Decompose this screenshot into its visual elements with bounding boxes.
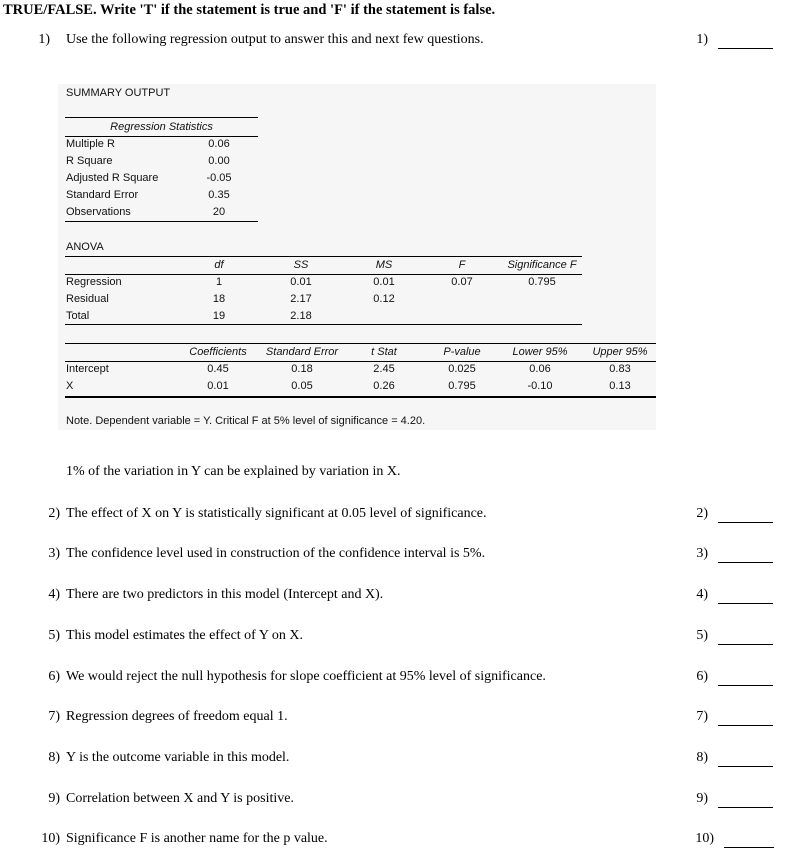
question-text: There are two predictors in this model (Intercept and X). [66, 587, 384, 602]
anova-row-label: Total [66, 310, 90, 322]
coef-header-rule [65, 361, 656, 362]
coef-bottom-rule [65, 396, 656, 398]
regstat-label: Observations [66, 206, 131, 218]
question-number: 4) [48, 587, 60, 602]
regstat-value: 0.06 [208, 138, 230, 150]
question-1-number: 1) [38, 32, 50, 47]
coef-cell-t-stat: 0.26 [373, 380, 395, 392]
regstats-bottom-rule [65, 221, 258, 222]
regstat-value: 0.00 [208, 155, 230, 167]
answer-blank[interactable] [718, 644, 773, 645]
anova-row-label: Residual [66, 293, 109, 305]
answer-blank[interactable] [724, 847, 774, 848]
question-number: 7) [48, 709, 60, 724]
regstat-value: 20 [212, 206, 226, 218]
answer-number: 4) [696, 587, 708, 602]
answer-1-number: 1) [696, 32, 708, 47]
regstat-label: R Square [66, 155, 113, 167]
question-text: The effect of X on Y is statistically significant at 0.05 level of significance. [66, 506, 487, 521]
coef-header-upper-95: Upper 95% [592, 346, 648, 358]
regstat-value: 0.35 [208, 189, 230, 201]
anova-header-f: F [458, 259, 466, 271]
question-text: This model estimates the effect of Y on X. [66, 628, 304, 643]
anova-header-ss: SS [293, 259, 309, 271]
question-number: 3) [48, 546, 60, 561]
question-number: 10) [41, 831, 60, 846]
question-text: We would reject the null hypothesis for slope coefficient at 95% level of significance. [66, 669, 546, 684]
question-number: 2) [48, 506, 60, 521]
coef-cell-p-value: 0.795 [448, 380, 476, 392]
anova-cell-significance-f: 0.795 [528, 276, 556, 288]
question-number: 5) [48, 628, 60, 643]
anova-header-df: df [214, 259, 224, 271]
anova-bottom-rule [65, 324, 582, 325]
coef-row-label: X [66, 380, 74, 392]
question-number: 6) [48, 669, 60, 684]
question-text: The confidence level used in construction of the confidence interval is 5%. [66, 546, 486, 561]
coef-header-standard-error: Standard Error [265, 346, 339, 358]
coef-header-lower-95: Lower 95% [512, 346, 568, 358]
anova-top-rule [65, 256, 582, 257]
coef-cell-upper-95: 0.83 [609, 363, 631, 375]
question-text: Significance F is another name for the p value. [66, 831, 328, 846]
anova-title: ANOVA [66, 241, 104, 253]
anova-cell-df: 19 [212, 310, 226, 322]
coef-top-rule [65, 343, 656, 344]
anova-header-rule [65, 274, 582, 275]
summary-output-title: SUMMARY OUTPUT [66, 87, 171, 99]
answer-blank[interactable] [718, 685, 773, 686]
question-text: Y is the outcome variable in this model. [66, 750, 290, 765]
answer-number: 7) [696, 709, 708, 724]
regstat-value: -0.05 [206, 172, 232, 184]
answer-number: 10) [695, 831, 714, 846]
anova-cell-f: 0.07 [451, 276, 473, 288]
anova-cell-ss: 2.17 [290, 293, 312, 305]
anova-cell-ms: 0.12 [373, 293, 395, 305]
anova-header-ms: MS [375, 259, 393, 271]
answer-1-blank[interactable] [718, 48, 773, 49]
answer-number: 3) [696, 546, 708, 561]
answer-blank[interactable] [718, 725, 773, 726]
coef-header-t-stat: t Stat [371, 346, 397, 358]
anova-header-significance-f: Significance F [507, 259, 577, 271]
question-text: Regression degrees of freedom equal 1. [66, 709, 288, 724]
anova-cell-ms: 0.01 [373, 276, 395, 288]
question-number: 9) [48, 791, 60, 806]
coef-header-p-value: P-value [443, 346, 481, 358]
section-heading: TRUE/FALSE. Write 'T' if the statement is true and 'F' if the statement is false. [3, 2, 496, 18]
coef-header-coefficients: Coefficients [189, 346, 247, 358]
table-note: Note. Dependent variable = Y. Critical F at 5% level of significance = 4.20. [66, 415, 426, 427]
answer-blank[interactable] [718, 562, 773, 563]
answer-number: 2) [696, 506, 708, 521]
coef-cell-lower-95: -0.10 [527, 380, 553, 392]
anova-cell-ss: 0.01 [290, 276, 312, 288]
regstats-top-rule [65, 117, 258, 118]
answer-blank[interactable] [718, 807, 773, 808]
answer-number: 6) [696, 669, 708, 684]
regstat-label: Adjusted R Square [66, 172, 159, 184]
answer-blank[interactable] [718, 522, 773, 523]
regstats-header-rule [65, 136, 258, 137]
coef-cell-standard-error: 0.18 [291, 363, 313, 375]
anova-cell-df: 18 [212, 293, 226, 305]
answer-blank[interactable] [718, 603, 773, 604]
coef-cell-standard-error: 0.05 [291, 380, 313, 392]
question-1-intro-text: Use the following regression output to answer this and next few questions. [66, 32, 484, 47]
question-text: Correlation between X and Y is positive. [66, 791, 294, 806]
anova-row-label: Regression [66, 276, 122, 288]
coef-row-label: Intercept [66, 363, 109, 375]
anova-cell-ss: 2.18 [290, 310, 312, 322]
coef-cell-p-value: 0.025 [448, 363, 476, 375]
anova-cell-df: 1 [215, 276, 223, 288]
coef-cell-t-stat: 2.45 [373, 363, 395, 375]
regstat-label: Multiple R [66, 138, 115, 150]
answer-number: 9) [696, 791, 708, 806]
question-number: 8) [48, 750, 60, 765]
answer-blank[interactable] [718, 766, 773, 767]
regstats-header: Regression Statistics [110, 121, 213, 133]
regstat-label: Standard Error [66, 189, 139, 201]
coef-cell-upper-95: 0.13 [609, 380, 631, 392]
coef-cell-coefficient: 0.01 [207, 380, 229, 392]
coef-cell-lower-95: 0.06 [529, 363, 551, 375]
question-1-statement: 1% of the variation in Y can be explained by variation in X. [66, 464, 401, 479]
answer-number: 8) [696, 750, 708, 765]
coef-cell-coefficient: 0.45 [207, 363, 229, 375]
answer-number: 5) [696, 628, 708, 643]
